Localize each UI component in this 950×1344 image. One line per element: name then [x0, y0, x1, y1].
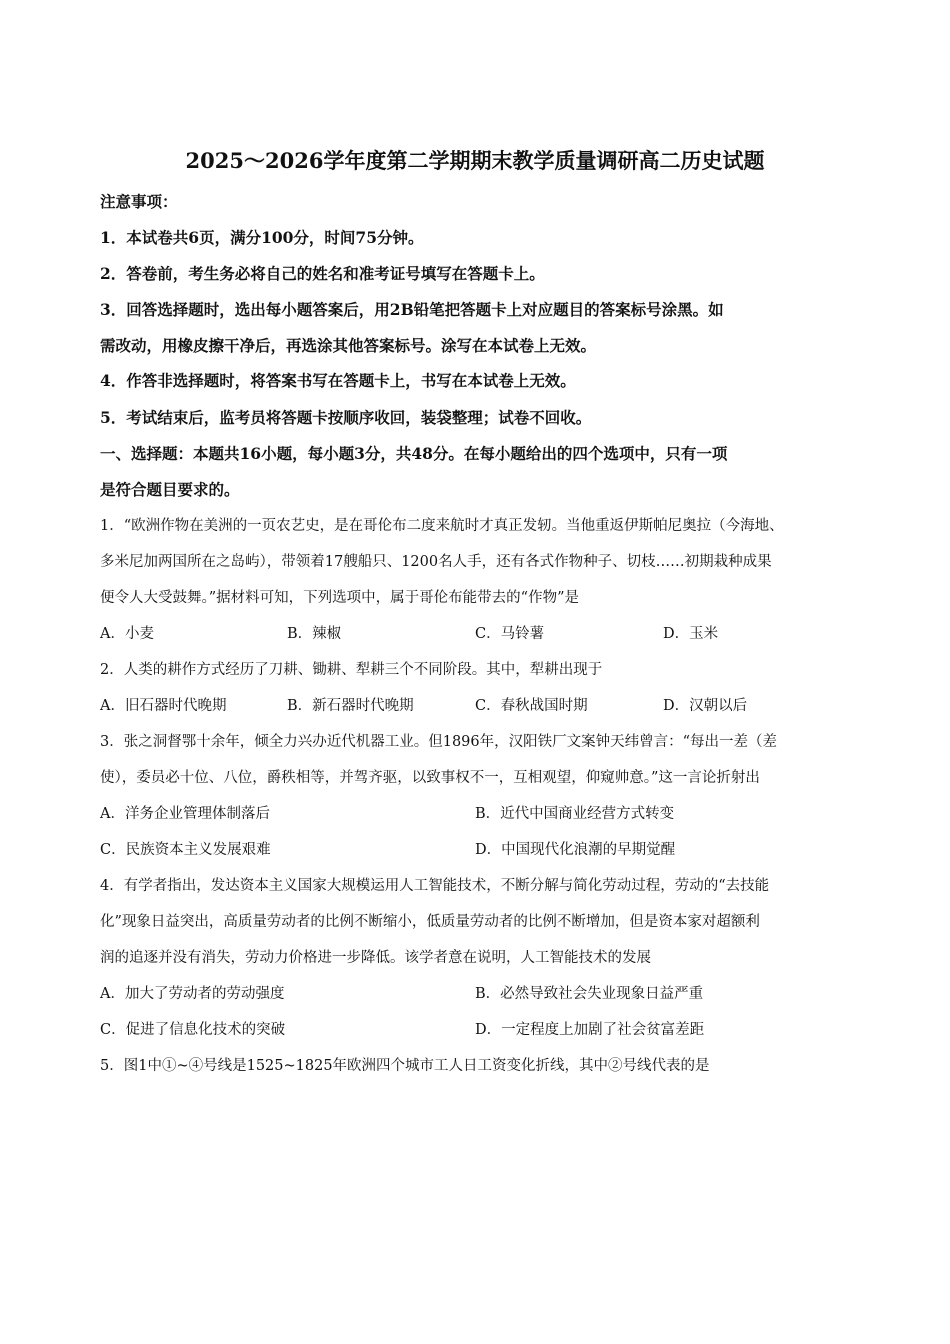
question-1-option-c: C．马铃薯 [475, 626, 545, 642]
question-1-option-d: D．玉米 [663, 626, 719, 642]
notice-item-1: 1．本试卷共6页，满分100分，时间75分钟。 [100, 228, 424, 247]
question-3-option-d: D．中国现代化浪潮的早期觉醒 [475, 842, 676, 858]
question-1-option-a: A．小麦 [100, 626, 154, 642]
notice-heading: 注意事项： [100, 192, 178, 211]
question-4-line-2: 化”现象日益突出，高质量劳动者的比例不断缩小，低质量劳动者的比例不断增加，但是资本家对超额利 [100, 914, 760, 930]
question-2-option-c: C．春秋战国时期 [475, 698, 588, 714]
question-4-line-1: 4．有学者指出，发达资本主义国家大规模运用人工智能技术，不断分解与简化劳动过程，劳动的“去技能 [100, 878, 770, 894]
question-3-option-b: B．近代中国商业经营方式转变 [475, 806, 675, 822]
question-4-option-a: A．加大了劳动者的劳动强度 [100, 986, 285, 1002]
question-4-option-d: D．一定程度上加剧了社会贫富差距 [475, 1022, 705, 1038]
question-1-line-3: 便令人大受鼓舞。”据材料可知，下列选项中，属于哥伦布能带去的“作物”是 [100, 590, 579, 606]
notice-item-2: 2．答卷前，考生务必将自己的姓名和准考证号填写在答题卡上。 [100, 264, 545, 283]
question-2-option-d: D．汉朝以后 [663, 698, 748, 714]
question-1-option-b: B．辣椒 [287, 626, 342, 642]
question-3-option-a: A．洋务企业管理体制落后 [100, 806, 270, 822]
notice-item-5: 5．考试结束后，监考员将答题卡按顺序收回，装袋整理；试卷不回收。 [100, 408, 592, 427]
notice-item-3-cont: 需改动，用橡皮擦干净后，再选涂其他答案标号。涂写在本试卷上无效。 [100, 336, 597, 355]
question-4-option-b: B．必然导致社会失业现象日益严重 [475, 986, 704, 1002]
question-1-line-2: 多米尼加两国所在之岛屿），带领着17艘船只、1200名人手，还有各式作物种子、切枝……初期栽种成果 [100, 554, 772, 570]
question-2-line-1: 2．人类的耕作方式经历了刀耕、锄耕、犁耕三个不同阶段。其中，犁耕出现于 [100, 662, 603, 678]
question-2-option-b: B．新石器时代晚期 [287, 698, 414, 714]
section-heading: 一、选择题：本题共16小题，每小题3分，共48分。在每小题给出的四个选项中，只有一项 [100, 444, 728, 463]
question-4-option-c: C．促进了信息化技术的突破 [100, 1022, 286, 1038]
question-2-option-a: A．旧石器时代晚期 [100, 698, 227, 714]
question-3-line-1: 3．张之洞督鄂十余年，倾全力兴办近代机器工业。但1896年，汉阳铁厂文案钟天纬曾言：“每出一差（差 [100, 734, 778, 750]
page-title: 2025～2026学年度第二学期期末教学质量调研高二历史试题 [185, 148, 765, 173]
question-4-line-3: 润的追逐并没有消失，劳动力价格进一步降低。该学者意在说明，人工智能技术的发展 [100, 950, 651, 966]
question-3-option-c: C．民族资本主义发展艰难 [100, 842, 271, 858]
question-5-line-1: 5．图1中①~④号线是1525~1825年欧洲四个城市工人日工资变化折线，其中②号线代表的是 [100, 1058, 710, 1074]
question-1-line-1: 1．“欧洲作物在美洲的一页农艺史，是在哥伦布二度来航时才真正发轫。当他重返伊斯帕尼奥拉（今海地、 [100, 518, 784, 534]
notice-item-4: 4．作答非选择题时，将答案书写在答题卡上，书写在本试卷上无效。 [100, 371, 576, 390]
section-heading-cont: 是符合题目要求的。 [100, 480, 240, 499]
question-3-line-2: 使），委员必十位、八位，爵秩相等，并驾齐驱，以致事权不一，互相观望，仰窥帅意。”这一言论折射出 [100, 770, 760, 786]
notice-item-3: 3．回答选择题时，选出每小题答案后，用2B铅笔把答题卡上对应题目的答案标号涂黑。如 [100, 300, 724, 319]
